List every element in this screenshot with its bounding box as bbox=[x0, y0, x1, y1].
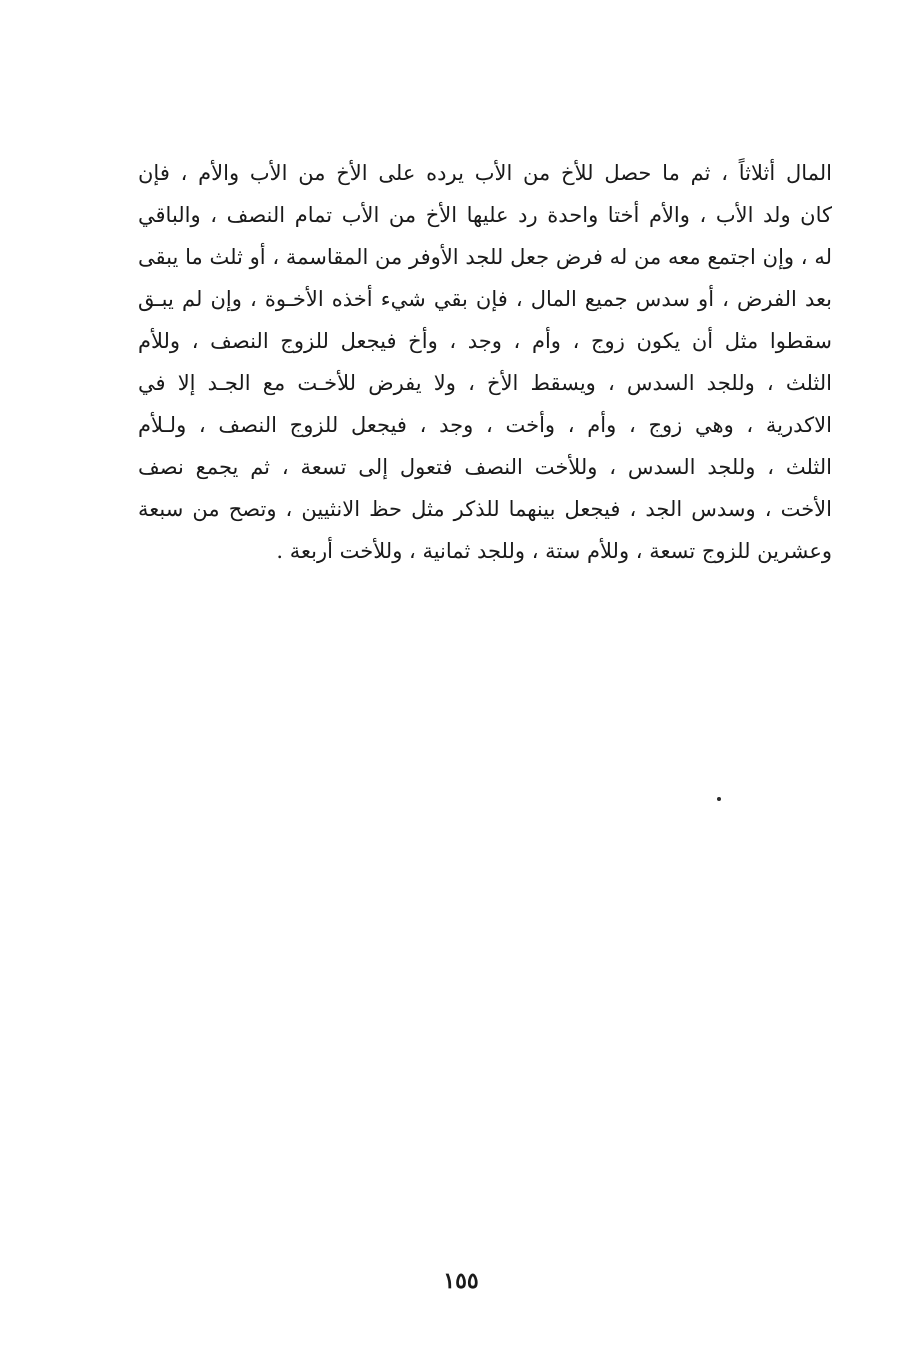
text-line-10: وعشرين للزوج تسعة ، وللأم ستة ، وللجد ثمانية ، وللأخت أربعة . bbox=[276, 539, 832, 563]
body-text bbox=[138, 152, 832, 572]
text-line-8: الثلث ، وللجد السدس ، وللأخت النصف فتعول إلى تسعة ، ثم يجمع نصف bbox=[138, 455, 832, 479]
text-line-4: بعد الفرض ، أو سدس جميع المال ، فإن بقي شيء أخذه الأخـوة ، وإن لم يبـق bbox=[138, 287, 832, 311]
text-line-7: الاكدرية ، وهي زوج ، وأم ، وأخت ، وجد ، فيجعل للزوج النصف ، ولـلأم bbox=[138, 413, 832, 437]
text-line-6: الثلث ، وللجد السدس ، ويسقط الأخ ، ولا يفرض للأخـت مع الجـد إلا في bbox=[138, 371, 832, 395]
text-line-1: المال أثلاثاً ، ثم ما حصل للأخ من الأب يرده على الأخ من الأب والأم ، فإن bbox=[138, 161, 832, 185]
text-line-5: سقطوا مثل أن يكون زوج ، وأم ، وجد ، وأخ فيجعل للزوج النصف ، وللأم bbox=[138, 329, 832, 353]
text-line-2: كان ولد الأب ، والأم أختا واحدة رد عليها الأخ من الأب تمام النصف ، والباقي bbox=[138, 203, 832, 227]
text-line-3: له ، وإن اجتمع معه من له فرض جعل للجد الأوفر من المقاسمة ، أو ثلث ما يبقى bbox=[138, 245, 832, 269]
text-line-9: الأخت ، وسدس الجد ، فيجعل بينهما للذكر مثل حظ الانثيين ، وتصح من سبعة bbox=[138, 497, 832, 521]
page-number: ١٥٥ bbox=[443, 1268, 479, 1294]
scan-speck bbox=[717, 797, 721, 801]
